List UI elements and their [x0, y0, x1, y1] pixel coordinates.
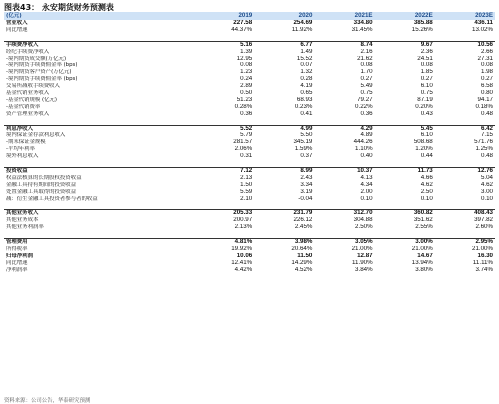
row-value: 0.24 [240, 76, 253, 83]
row-value: 4.81% [234, 238, 253, 246]
row-label: -境内期货客户资产(万亿元) [6, 69, 72, 76]
row-value: 5.45 [420, 125, 433, 132]
table-row [4, 139, 495, 146]
row-value: 0.37 [300, 153, 313, 160]
row-value: 0.27 [360, 76, 373, 83]
row-value: 6.77 [300, 41, 313, 48]
table-row [4, 260, 495, 267]
table-row [4, 20, 495, 27]
row-value: 1.20% [415, 146, 433, 153]
row-value: 13.94% [411, 259, 433, 266]
row-label: 权益法核算的长期股权投资收益 [6, 174, 82, 181]
row-value: 334.80 [353, 20, 373, 26]
row-value: 10.37 [357, 167, 373, 174]
spacer-cell [314, 118, 374, 125]
row-value: 16.30 [477, 252, 493, 259]
row-value: 6.10 [420, 132, 433, 139]
spacer-row [4, 160, 495, 167]
row-value: 1.85 [420, 69, 433, 76]
row-value: 345.19 [293, 139, 313, 146]
row-value: 11.92% [291, 26, 313, 33]
row-value: 351.62 [413, 217, 433, 224]
row-label: 金融工具持有期间的投资收益 [6, 181, 77, 188]
row-label: -境内期货手续费佣金率 (bps) [6, 62, 78, 69]
row-label: 境外利息收入 [6, 153, 39, 160]
spacer-cell [254, 34, 314, 41]
row-value: 0.43 [420, 110, 433, 117]
row-value: 2.10 [240, 195, 253, 202]
table-title: 图表43： 永安期货财务预测表 [4, 3, 114, 12]
table-row [4, 76, 495, 83]
spacer-cell [375, 118, 435, 125]
spacer-cell [375, 231, 435, 238]
row-value: 508.68 [413, 139, 433, 146]
table-row [4, 56, 495, 63]
row-value: 12.41% [231, 259, 253, 266]
spacer-cell [4, 118, 194, 125]
spacer-cell [314, 203, 374, 210]
row-value: 3.74% [475, 266, 493, 273]
row-value: 3.34 [300, 181, 313, 188]
row-value: 0.75 [420, 90, 433, 97]
row-value: 385.88 [413, 20, 433, 26]
row-label: -基金代销规模 (亿元) [6, 96, 57, 103]
row-value: 4.19 [300, 83, 313, 90]
row-label: 处置金融工具取得的投资收益 [6, 188, 77, 195]
row-value: 436.11 [474, 20, 493, 26]
row-value: 0.10 [420, 195, 433, 202]
spacer-cell [435, 118, 495, 125]
row-value: 8.99 [300, 167, 313, 174]
row-value: 21.62 [357, 55, 373, 62]
spacer-cell [194, 231, 254, 238]
spacer-cell [4, 231, 194, 238]
row-value: 0.28% [234, 103, 253, 110]
row-value: 2.13% [234, 224, 253, 231]
row-value: 0.22% [355, 103, 373, 110]
spacer-cell [4, 34, 194, 41]
row-value: 1.98 [480, 69, 493, 76]
row-value: 27.31 [477, 55, 493, 62]
row-value: 0.27 [480, 76, 493, 83]
header-year: 2023E [435, 12, 495, 20]
table-row [4, 111, 495, 118]
row-value: 0.41 [300, 110, 313, 117]
table-row [4, 153, 495, 160]
row-value: 1.23 [240, 69, 253, 76]
row-label: 境内保证金存款利息收入 [6, 132, 66, 139]
row-value: 0.08 [360, 62, 373, 69]
row-label: -基金代销费率 [6, 103, 41, 110]
row-value: 12.95 [236, 55, 253, 62]
row-value: 5.52 [240, 125, 253, 132]
row-value: 21.00% [351, 245, 373, 252]
row-value: 360.82 [413, 209, 433, 217]
row-value: 0.80 [480, 90, 493, 97]
row-value: 2.00 [360, 188, 373, 195]
spacer-cell [314, 231, 374, 238]
row-value: 2.06% [234, 146, 253, 153]
row-value: 11.11% [472, 259, 493, 266]
row-value: 14.29% [291, 259, 313, 266]
row-value: 4.52% [294, 266, 313, 273]
financial-forecast-table [4, 12, 495, 274]
row-value: 397.82 [474, 217, 493, 224]
row-value: 7.15 [480, 132, 493, 139]
row-value: 205.33 [233, 209, 253, 217]
row-value: 10.06 [236, 252, 253, 259]
row-value: 0.48 [480, 153, 493, 160]
table-row [4, 104, 495, 111]
row-value: 200.97 [233, 217, 253, 224]
row-value: 14.67 [417, 252, 433, 259]
row-label: -境内期货成交额(万亿元) [6, 55, 67, 62]
row-value: 15.52 [296, 55, 313, 62]
spacer-row [4, 118, 495, 125]
row-value: 0.75 [360, 90, 373, 97]
row-value: -0.04 [298, 195, 313, 202]
header-unit-label: (亿元) [4, 12, 194, 20]
table-row [4, 217, 495, 224]
row-value: 21.00% [472, 245, 493, 252]
spacer-cell [194, 203, 254, 210]
row-value: 3.80% [415, 266, 433, 273]
row-value: 408.43 [474, 209, 493, 217]
row-value: 0.48 [480, 110, 493, 117]
row-value: 1.49 [300, 48, 313, 55]
row-value: 5.79 [240, 132, 253, 139]
spacer-cell [254, 203, 314, 210]
row-value: 2.13 [240, 174, 253, 181]
row-value: 4.62 [420, 181, 433, 188]
row-value: 7.12 [240, 167, 253, 174]
row-value: 2.36 [420, 48, 433, 55]
row-value: 19.92% [231, 245, 253, 252]
row-value: 227.58 [233, 20, 253, 26]
row-label: 交易所减收手续费收入 [6, 83, 60, 90]
row-value: 6.58 [480, 83, 493, 90]
row-label: 管理费用 [6, 239, 28, 246]
row-value: 2.89 [240, 83, 253, 90]
row-value: 87.19 [417, 96, 433, 103]
row-value: 2.45% [294, 224, 313, 231]
row-value: 254.69 [293, 20, 313, 26]
row-value: 2.50% [355, 224, 373, 231]
row-label: 同比增速 [6, 26, 28, 33]
spacer-row [4, 203, 495, 210]
row-label: 其他业务收入 [6, 210, 39, 217]
row-value: 68.93 [296, 96, 313, 103]
row-value: 312.70 [353, 209, 373, 217]
row-value: 444.26 [353, 139, 373, 146]
table-row [4, 90, 495, 97]
source-footnote: 资料来源：公司公告，华泰研究预测 [4, 398, 91, 404]
spacer-cell [194, 34, 254, 41]
row-value: 0.23% [294, 103, 313, 110]
row-value: 2.55% [415, 224, 433, 231]
row-value: 0.10 [480, 195, 493, 202]
row-value: 2.43 [300, 174, 313, 181]
row-value: 5.04 [480, 174, 493, 181]
row-value: 1.39 [240, 48, 253, 55]
header-year: 2020 [254, 12, 314, 20]
row-value: 13.02% [472, 26, 493, 33]
table-body [4, 20, 495, 274]
table-row [4, 224, 495, 231]
row-label: 净利润率 [6, 266, 28, 273]
spacer-cell [435, 231, 495, 238]
row-value: 11.73 [417, 167, 433, 174]
row-label: 归母净利润 [6, 252, 33, 259]
row-value: 3.98% [294, 238, 313, 246]
row-label: 资产管理业务收入 [6, 110, 50, 117]
row-value: 6.10 [420, 83, 433, 90]
table-row [4, 27, 495, 34]
spacer-row [4, 231, 495, 238]
spacer-cell [435, 34, 495, 41]
table-row [4, 210, 495, 217]
spacer-cell [375, 34, 435, 41]
row-value: 1.32 [300, 69, 313, 76]
row-value: 281.57 [233, 139, 253, 146]
table-row [4, 125, 495, 132]
row-value: 8.74 [360, 41, 373, 48]
header-year: 2021E [314, 12, 374, 20]
row-value: 3.84% [355, 266, 373, 273]
row-value: 0.07 [300, 62, 313, 69]
table-row [4, 41, 495, 48]
row-value: 1.10% [355, 146, 373, 153]
table-row [4, 167, 495, 174]
row-value: 0.08 [480, 62, 493, 69]
table-row [4, 267, 495, 274]
row-value: 0.31 [240, 153, 253, 160]
table-row [4, 175, 495, 182]
row-value: 44.37% [231, 26, 253, 33]
row-value: 3.19 [300, 188, 313, 195]
row-value: 0.36 [240, 110, 253, 117]
row-value: 10.56 [477, 41, 493, 48]
row-value: 4.13 [360, 174, 373, 181]
row-value: 1.50 [240, 181, 253, 188]
spacer-cell [254, 231, 314, 238]
row-label: 投资收益 [6, 167, 28, 174]
row-value: 11.90% [352, 259, 373, 266]
row-value: 3.00% [415, 238, 433, 246]
row-value: 2.50 [420, 188, 433, 195]
row-value: 2.66 [480, 48, 493, 55]
row-value: 226.12 [293, 217, 313, 224]
row-value: 2.95% [475, 238, 493, 246]
row-value: 20.64% [291, 245, 313, 252]
row-value: 3.00 [480, 188, 493, 195]
row-value: 21.00% [411, 245, 433, 252]
row-value: 94.17 [477, 96, 493, 103]
header-year: 2022E [375, 12, 435, 20]
spacer-cell [435, 203, 495, 210]
row-value: 3.05% [355, 238, 373, 246]
row-label: 其他业务利润率 [6, 224, 44, 231]
row-label: 其他业务成本 [6, 217, 39, 224]
spacer-cell [314, 34, 374, 41]
table-row [4, 246, 495, 253]
row-value: 304.88 [353, 217, 373, 224]
row-label: 减：衍生金融工具投资者参与者的收益 [6, 195, 98, 202]
row-value: 571.76 [474, 139, 493, 146]
row-value: 4.42% [234, 266, 253, 273]
table-header-row [4, 12, 495, 20]
row-value: 0.18% [475, 103, 493, 110]
row-value: 5.49 [360, 83, 373, 90]
row-value: 4.62 [480, 181, 493, 188]
row-label: -境内期货手续费佣金率 (bps) [6, 76, 78, 83]
spacer-cell [254, 160, 314, 167]
row-value: 5.50 [300, 132, 313, 139]
table-row [4, 69, 495, 76]
row-value: 51.23 [236, 96, 253, 103]
row-label: 经纪手续费净收入 [6, 48, 50, 55]
row-value: 0.08 [240, 62, 253, 69]
row-value: 0.50 [240, 90, 253, 97]
spacer-cell [4, 203, 194, 210]
table-row [4, 196, 495, 203]
table-row [4, 253, 495, 260]
spacer-cell [194, 160, 254, 167]
spacer-cell [4, 160, 194, 167]
row-value: 2.60% [475, 224, 493, 231]
row-value: 79.27 [357, 96, 373, 103]
table-row [4, 239, 495, 246]
row-value: 6.42 [480, 125, 493, 132]
row-value: 12.76 [477, 167, 493, 174]
spacer-cell [375, 160, 435, 167]
row-value: 0.65 [300, 90, 313, 97]
row-value: 0.40 [360, 153, 373, 160]
spacer-cell [194, 118, 254, 125]
row-value: 4.29 [360, 125, 373, 132]
row-value: 4.89 [360, 132, 373, 139]
table-row [4, 49, 495, 56]
spacer-cell [435, 160, 495, 167]
row-value: 24.51 [417, 55, 433, 62]
row-label: 利息净收入 [6, 125, 33, 132]
row-value: 1.70 [360, 69, 373, 76]
spacer-cell [375, 203, 435, 210]
row-value: 0.44 [420, 153, 433, 160]
row-value: 4.66 [420, 174, 433, 181]
row-value: 15.26% [411, 26, 433, 33]
row-value: 4.99 [300, 125, 313, 132]
row-label: 营业收入 [6, 20, 28, 26]
table-row [4, 189, 495, 196]
table-row [4, 97, 495, 104]
row-value: 9.67 [420, 41, 433, 48]
header-year: 2019 [194, 12, 254, 20]
row-value: 1.25% [475, 146, 493, 153]
row-value: 12.87 [357, 252, 373, 259]
row-value: 11.50 [297, 252, 313, 259]
row-value: 0.10 [360, 195, 373, 202]
row-label: 基金代销业务收入 [6, 90, 50, 97]
spacer-cell [254, 118, 314, 125]
row-value: 0.36 [360, 110, 373, 117]
row-value: 0.28 [300, 76, 313, 83]
row-label: 所得税率 [6, 245, 28, 252]
row-value: 0.20% [415, 103, 433, 110]
row-label: 手续费净收入 [6, 41, 39, 48]
row-label: -平均年利率 [6, 146, 35, 153]
row-label: 同比增速 [6, 259, 28, 266]
spacer-row [4, 34, 495, 41]
row-value: 0.08 [420, 62, 433, 69]
table-row [4, 132, 495, 139]
row-value: 31.45% [351, 26, 373, 33]
table-row [4, 182, 495, 189]
row-value: 2.16 [360, 48, 373, 55]
table-row [4, 146, 495, 153]
table-row [4, 83, 495, 90]
row-value: 5.16 [240, 41, 253, 48]
row-value: 231.79 [293, 209, 313, 217]
row-value: 4.34 [360, 181, 373, 188]
table-row [4, 62, 495, 69]
row-label: -期末保证金规模 [6, 139, 46, 146]
spacer-cell [314, 160, 374, 167]
row-value: 5.59 [240, 188, 253, 195]
row-value: 1.59% [294, 146, 313, 153]
row-value: 0.27 [420, 76, 433, 83]
